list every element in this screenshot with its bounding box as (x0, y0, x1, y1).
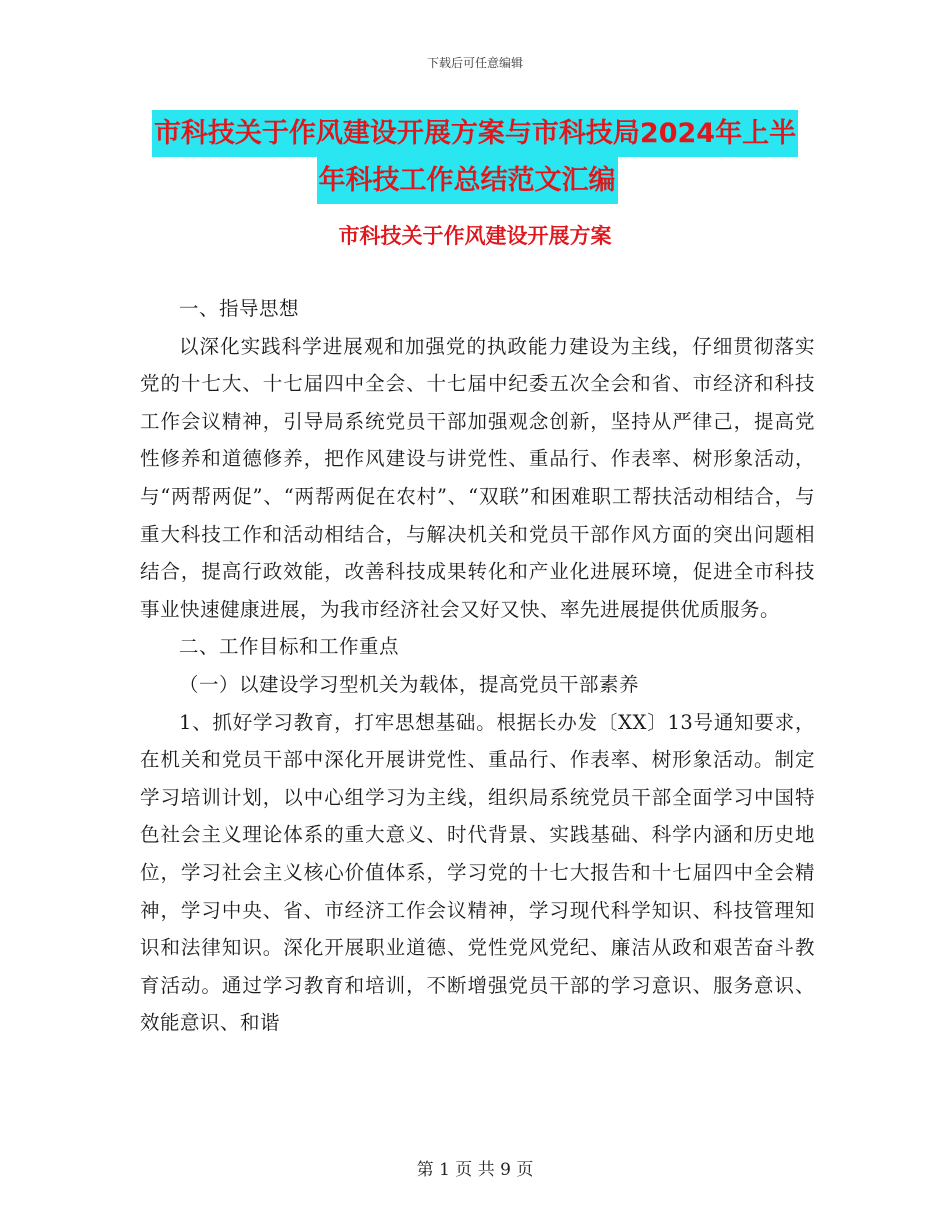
section-title: 市科技关于作风建设开展方案 (338, 224, 612, 248)
paragraph-guiding-thought: 以深化实践科学进展观和加强党的执政能力建设为主线，仔细贯彻落实党的十七大、十七届四中全会、十七届中纪委五次全会和省、市经济和科技工作会议精神，引导局系统党员干部加强观念创新，坚持从严律己，提高党性修养和道德修养，把作风建设与讲党性、重品行、作表率、树形象活动，与“两帮两促”、“两帮两促在农村”、“双联”和困难职工帮扶活动相结合，与重大科技工作和活动相结合，与解决机关和党员干部作风方面的突出问题相结合，提高行政效能，改善科技成果转化和产业化进展环境，促进全市科技事业快速健康进展，为我市经济社会又好又快、率先进展提供优质服务。 (140, 334, 815, 621)
header-note: 下载后可任意编辑 (426, 56, 523, 70)
document-title-line1: 市科技关于作风建设开展方案与市科技局2024年上半 (152, 110, 798, 157)
heading-goals: 二、工作目标和工作重点 (179, 635, 400, 659)
page-number: 第 1 页 共 9 页 (416, 1160, 534, 1180)
heading-guiding-thought: 一、指导思想 (179, 297, 300, 320)
document-title (0, 110, 950, 204)
paragraph-study-education: 1、抓好学习教育，打牢思想基础。根据长办发〔XX〕13号通知要求，在机关和党员干部中深化开展讲党性、重品行、作表率、树形象活动。制定学习培训计划，以中心组学习为主线，组织局系统党员干部全面学习中国特色社会主义理论体系的重大意义、时代背景、实践基础、科学内涵和历史地位，学习社会主义核心价值体系，学习党的十七大报告和十七届四中全会精神，学习中央、省、市经济工作会议精神，学习现代科学知识、科技管理知识和法律知识。深化开展职业道德、党性党风党纪、廉洁从政和艰苦奋斗教育活动。通过学习教育和培训，不断增强党员干部的学习意识、服务意识、效能意识、和谐 (140, 710, 815, 1035)
document-title-line2: 年科技工作总结范文汇编 (317, 157, 618, 204)
document-body (140, 290, 815, 1042)
heading-learning-organization: （一）以建设学习型机关为载体，提高党员干部素养 (179, 672, 640, 696)
